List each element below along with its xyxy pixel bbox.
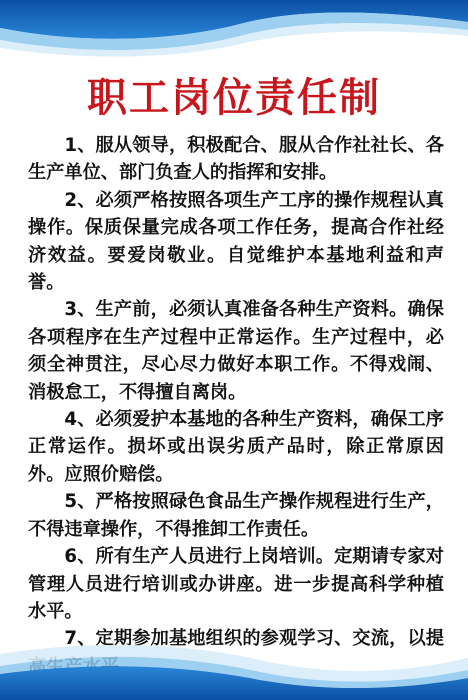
list-item: 5、严格按照碌色食品生产操作规程进行生产，不得违章操作，不得推卸工作责任。 xyxy=(28,491,444,540)
list-item: 2、必须严格按照各项生产工序的操作规程认真操作。保质保量完成各项工作任务，提高合作社经济效益。要爱岗敬业。自觉维护本基地利益和声誉。 xyxy=(28,189,444,294)
bottom-wave-decoration xyxy=(0,620,468,700)
list-item: 6、所有生产人员进行上岗培训。定期请专家对管理人员进行培训或办讲座。进一步提高科学种植水平。 xyxy=(28,546,444,622)
responsibility-list xyxy=(28,132,444,680)
list-item: 1、服从领导，积极配合、服从合作社社长、各生产单位、部门负查人的指挥和安排。 xyxy=(28,135,444,184)
list-item: 4、必须爱护本基地的各种生产资料，确保工序正常运作。损坏或出误劣质产品时，除正常原因外。应照价赔偿。 xyxy=(28,409,444,485)
page-title: 职工岗位责任制 xyxy=(87,74,381,121)
list-item: 3、生产前，必须认真准备各种生产资料。确保各项程序在生产过程中正常运作。生产过程中，必须全神贯注，尽心尽力做好本职工作。不得戏闹、消极怠工，不得擅自离岗。 xyxy=(28,299,444,403)
list-item: 7、定期参加基地组织的参观学习、交流，以提 xyxy=(64,628,444,650)
